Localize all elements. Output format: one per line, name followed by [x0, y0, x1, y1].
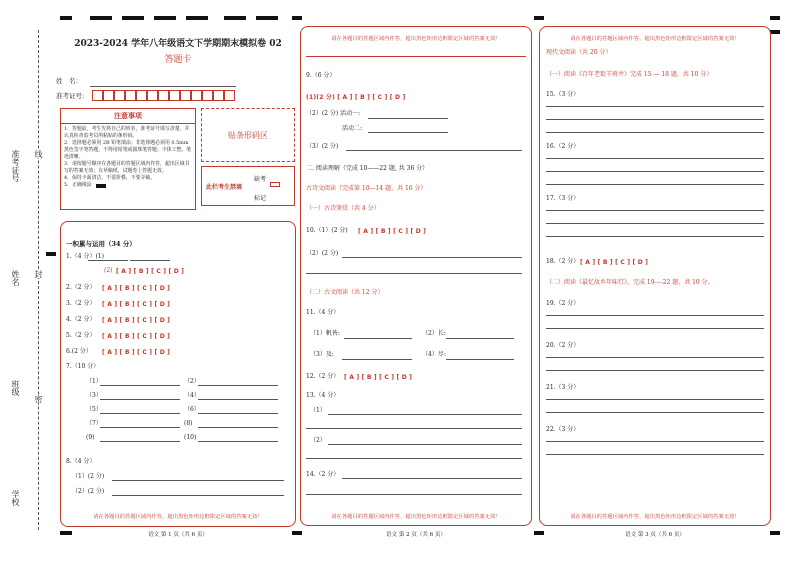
question-label: （1）(2 分)	[72, 473, 105, 480]
registration-mark	[770, 16, 780, 20]
answer-line[interactable]	[546, 171, 764, 172]
answer-line[interactable]	[368, 118, 448, 119]
registration-mark	[60, 16, 72, 20]
notice-title: 注意事项	[114, 111, 142, 120]
answer-line[interactable]	[546, 441, 764, 442]
id-digit-cell[interactable]	[125, 90, 136, 101]
answer-line[interactable]	[546, 315, 764, 316]
answer-line[interactable]	[546, 328, 764, 329]
option-group[interactable]: (1)(2 分) [ A ] [ B ] [ C ] [ D ]	[306, 94, 406, 101]
seal-text-line: 线	[34, 150, 43, 158]
notice-item: 5．正确填涂	[64, 182, 92, 188]
warning-text: 请在各题目的答题区域内作答，超出黑色矩形边框限定区域的答案无效！	[331, 514, 501, 520]
blank-label: (10)	[184, 434, 197, 441]
id-digit-cell[interactable]	[169, 90, 180, 101]
question-label: 6.(2 分）	[66, 348, 92, 355]
question-label: （4）尽:	[422, 351, 446, 358]
question-label: （2）(2 分) 活动一:	[306, 110, 361, 117]
blank-label: （3）	[86, 392, 102, 399]
blank-label: （5）	[86, 406, 102, 413]
binding-label-name: 姓名	[11, 270, 20, 286]
answer-line[interactable]	[88, 260, 128, 261]
answer-line[interactable]	[546, 236, 764, 237]
question-label: 15.（3 分）	[546, 91, 580, 98]
registration-mark	[224, 16, 246, 20]
question-label: （1）	[310, 407, 326, 414]
question-label: 1.（4 分）(1)	[66, 253, 104, 260]
answer-line[interactable]	[546, 132, 764, 133]
seal-text-secret: 密	[34, 395, 43, 403]
answer-line[interactable]	[546, 119, 764, 120]
section-title: 二. 阅读理解（完成 10——22 题, 共 36 分）	[306, 165, 429, 172]
answer-line[interactable]	[546, 223, 764, 224]
subsection-title: （二）古文阅读（共 12 分）	[306, 289, 384, 296]
answer-line[interactable]	[306, 428, 522, 429]
answer-line[interactable]	[446, 359, 514, 360]
question-label: 7.（10 分）	[66, 363, 100, 370]
answer-line[interactable]	[546, 399, 764, 400]
id-digit-cell[interactable]	[213, 90, 224, 101]
notice-item: 3．请按题号顺序在各题目的答题区域内作答，超出区域书写的答案无效；在草稿纸、试题卷上答题无效。	[64, 161, 190, 174]
question-label: 12.（2 分）	[306, 373, 340, 380]
id-digit-cell[interactable]	[191, 90, 202, 101]
answer-line[interactable]	[546, 158, 764, 159]
answer-line[interactable]	[198, 399, 278, 400]
binding-label-id: 准考证号	[11, 150, 20, 182]
option-group[interactable]: [ A ] [ B ] [ C ] [ D ]	[358, 228, 427, 235]
barcode-label: 贴条形码区	[228, 130, 268, 140]
question-label: （3）(2 分)	[306, 143, 339, 150]
warning-text: 请在各题目的答题区域内作答，超出黑色矩形边框限定区域的答案无效！	[570, 514, 740, 520]
blank-label: （4）	[184, 392, 200, 399]
answer-line[interactable]	[100, 385, 180, 386]
question-label: 18.（2 分）	[546, 258, 580, 265]
registration-mark	[770, 531, 780, 535]
blank-label: (8)	[184, 420, 193, 427]
answer-line[interactable]	[198, 413, 278, 414]
answer-line[interactable]	[346, 150, 522, 151]
registration-mark	[122, 16, 144, 20]
page-title: 2023-2024 学年八年级语文下学期期末模拟卷 02	[74, 39, 282, 49]
blank-label: （7）	[86, 420, 102, 427]
subsection-title: （二）阅读《最忆故乡年味灯》，完成 19----22 题，共 10 分。	[546, 279, 714, 286]
answer-line[interactable]	[546, 210, 764, 211]
notice-box	[60, 108, 196, 210]
warning-text: 请在各题目的答题区域内作答，超出黑色矩形边框限定区域的答案无效！	[570, 36, 740, 42]
answer-line[interactable]	[100, 399, 180, 400]
notice-item: 4．保持卡面清洁，不要折叠、不要弄破。	[64, 175, 156, 181]
registration-mark	[154, 16, 176, 20]
answer-line[interactable]	[306, 56, 526, 57]
page-subtitle: 答题卡	[164, 55, 192, 65]
answer-line[interactable]	[306, 494, 522, 495]
warning-text: 请在各题目的答题区域内作答，超出黑色矩形边框限定区域的答案无效！	[93, 514, 263, 520]
question-label: 11.（4 分）	[306, 309, 340, 316]
registration-mark	[770, 30, 780, 34]
question-label: 10.（1）(2 分)	[306, 227, 348, 234]
answer-line[interactable]	[342, 478, 522, 479]
question-label: （2）长:	[422, 330, 446, 337]
answer-line[interactable]	[130, 260, 170, 261]
answer-line[interactable]	[306, 458, 522, 459]
page-footer: 语文 第 2 页（共 6 页）	[386, 532, 446, 538]
answer-line[interactable]	[546, 106, 764, 107]
answer-line[interactable]	[328, 414, 522, 415]
seal-text-seal: 封	[34, 270, 43, 278]
option-group[interactable]: [ A ] [ B ] [ C ] [ D ]	[102, 349, 171, 356]
answer-line[interactable]	[368, 132, 448, 133]
blank-label: （1）	[86, 378, 102, 385]
question-label: 5.（2 分）	[66, 332, 96, 339]
question-label: 20.（2 分）	[546, 342, 580, 349]
question-label: 8.（4 分）	[66, 458, 96, 465]
blank-label: （2）	[184, 378, 200, 385]
question-label: 16.（2 分）	[546, 143, 580, 150]
question-label: （3）及:	[310, 351, 334, 358]
filled-sample-mark	[96, 184, 106, 188]
id-digit-cell[interactable]	[158, 90, 169, 101]
option-group[interactable]: [ A ] [ B ] [ C ] [ D ]	[344, 374, 413, 381]
answer-panel-3	[539, 26, 771, 526]
answer-line[interactable]	[342, 359, 412, 360]
binding-label-class: 班级	[11, 380, 20, 396]
blank-label: （6）	[184, 406, 200, 413]
question-label: 2.（2 分）	[66, 284, 96, 291]
registration-mark	[256, 16, 278, 20]
absent-label: 缺考	[254, 176, 267, 183]
warning-text: 请在各题目的答题区域内作答，超出黑色矩形边框限定区域的答案无效！	[331, 36, 501, 42]
binding-line	[38, 30, 39, 530]
answer-line[interactable]	[112, 495, 284, 496]
registration-mark	[186, 16, 208, 20]
binding-label-school: 学校	[11, 490, 20, 506]
option-group[interactable]: [ A ] [ B ] [ C ] [ D ]	[102, 301, 171, 308]
answer-line[interactable]	[306, 273, 522, 274]
question-label: （2）	[310, 437, 326, 444]
answer-line[interactable]	[328, 444, 522, 445]
absent-label: 标记	[254, 195, 267, 202]
option-group[interactable]: [ A ] [ B ] [ C ] [ D ]	[116, 268, 185, 275]
name-label: 姓 名：	[56, 77, 82, 85]
question-label: 活动二:	[342, 125, 363, 132]
question-label: 14.（2 分）	[306, 471, 340, 478]
answer-line[interactable]	[100, 427, 180, 428]
id-digit-cell[interactable]	[114, 90, 125, 101]
subsection-title: （一）古诗鉴赏（共 4 分）	[306, 205, 380, 212]
page-footer: 语文 第 1 页（共 6 页）	[148, 532, 208, 538]
answer-line[interactable]	[198, 385, 278, 386]
absent-note: 此栏考生禁填	[206, 184, 243, 191]
question-label: 9.（6 分）	[306, 72, 336, 79]
id-label: 准考证号：	[56, 92, 89, 100]
question-label: 4.（2 分）	[66, 316, 96, 323]
answer-panel-1	[60, 221, 296, 527]
answer-line[interactable]	[546, 357, 764, 358]
question-label: （2）(2 分)	[306, 250, 339, 257]
answer-line[interactable]	[198, 441, 278, 442]
question-label: (2)	[104, 267, 113, 274]
page-footer: 语文 第 3 页（共 6 页）	[625, 532, 685, 538]
answer-line[interactable]	[546, 412, 764, 413]
question-label: （1）帆皆:	[310, 330, 340, 337]
question-label: 13.（4 分）	[306, 392, 340, 399]
id-digit-cell[interactable]	[224, 90, 235, 101]
subsection-title: 古诗文阅读（完成第 10—14 题，共 16 分）	[306, 185, 427, 192]
absent-box	[201, 166, 295, 206]
question-label: 17.（3 分）	[546, 195, 580, 202]
answer-line[interactable]	[342, 257, 522, 258]
option-group[interactable]: [ A ] [ B ] [ C ] [ D ]	[102, 285, 171, 292]
answer-line[interactable]	[546, 454, 764, 455]
question-label: 19.（2 分）	[546, 300, 580, 307]
option-group[interactable]: [ A ] [ B ] [ C ] [ D ]	[580, 259, 649, 266]
question-label: 3.（2 分）	[66, 300, 96, 307]
id-digit-cell[interactable]	[92, 90, 103, 101]
question-label: 21.（3 分）	[546, 384, 580, 391]
answer-line[interactable]	[198, 427, 278, 428]
absent-checkbox[interactable]	[270, 182, 280, 187]
id-digit-cell[interactable]	[103, 90, 114, 101]
answer-line[interactable]	[112, 480, 284, 481]
notice-item: 1．答题前，考生先将自己的姓名，准考证号填写清楚，并认真检查监考员所粘贴的条形码。	[64, 126, 190, 139]
blank-label: (9)	[86, 434, 95, 441]
answer-line[interactable]	[446, 338, 514, 339]
question-label: （2）(2 分)	[72, 488, 105, 495]
answer-line[interactable]	[344, 338, 412, 339]
answer-line[interactable]	[100, 441, 180, 442]
notice-item: 2．选择题必须用 2B 铅笔填涂；非选择题必须用 0.5mm 黑色签字笔答题，不得用铅笔或圆珠笔答题；字体工整、笔迹清晰。	[64, 140, 192, 160]
id-digit-cell[interactable]	[202, 90, 213, 101]
answer-line[interactable]	[546, 184, 764, 185]
registration-mark	[534, 16, 544, 20]
registration-mark	[292, 16, 302, 20]
id-digit-cell[interactable]	[180, 90, 191, 101]
id-digit-cell[interactable]	[136, 90, 147, 101]
barcode-area	[201, 108, 295, 162]
name-field[interactable]	[90, 86, 236, 87]
registration-mark	[46, 252, 56, 256]
section-title: 现代文阅读（共 20 分）	[546, 49, 612, 56]
answer-line[interactable]	[546, 370, 764, 371]
option-group[interactable]: [ A ] [ B ] [ C ] [ D ]	[102, 317, 171, 324]
subsection-title: （一）阅读《百年老街羊府井》完成 15 — 18 题，共 10 分）	[546, 71, 713, 78]
question-label: 22.（3 分）	[546, 426, 580, 433]
option-group[interactable]: [ A ] [ B ] [ C ] [ D ]	[102, 333, 171, 340]
id-digit-cell[interactable]	[147, 90, 158, 101]
registration-mark	[90, 16, 112, 20]
answer-panel-2	[300, 26, 532, 526]
answer-line[interactable]	[100, 413, 180, 414]
section-title: 一积累与运用（34 分）	[66, 240, 136, 248]
